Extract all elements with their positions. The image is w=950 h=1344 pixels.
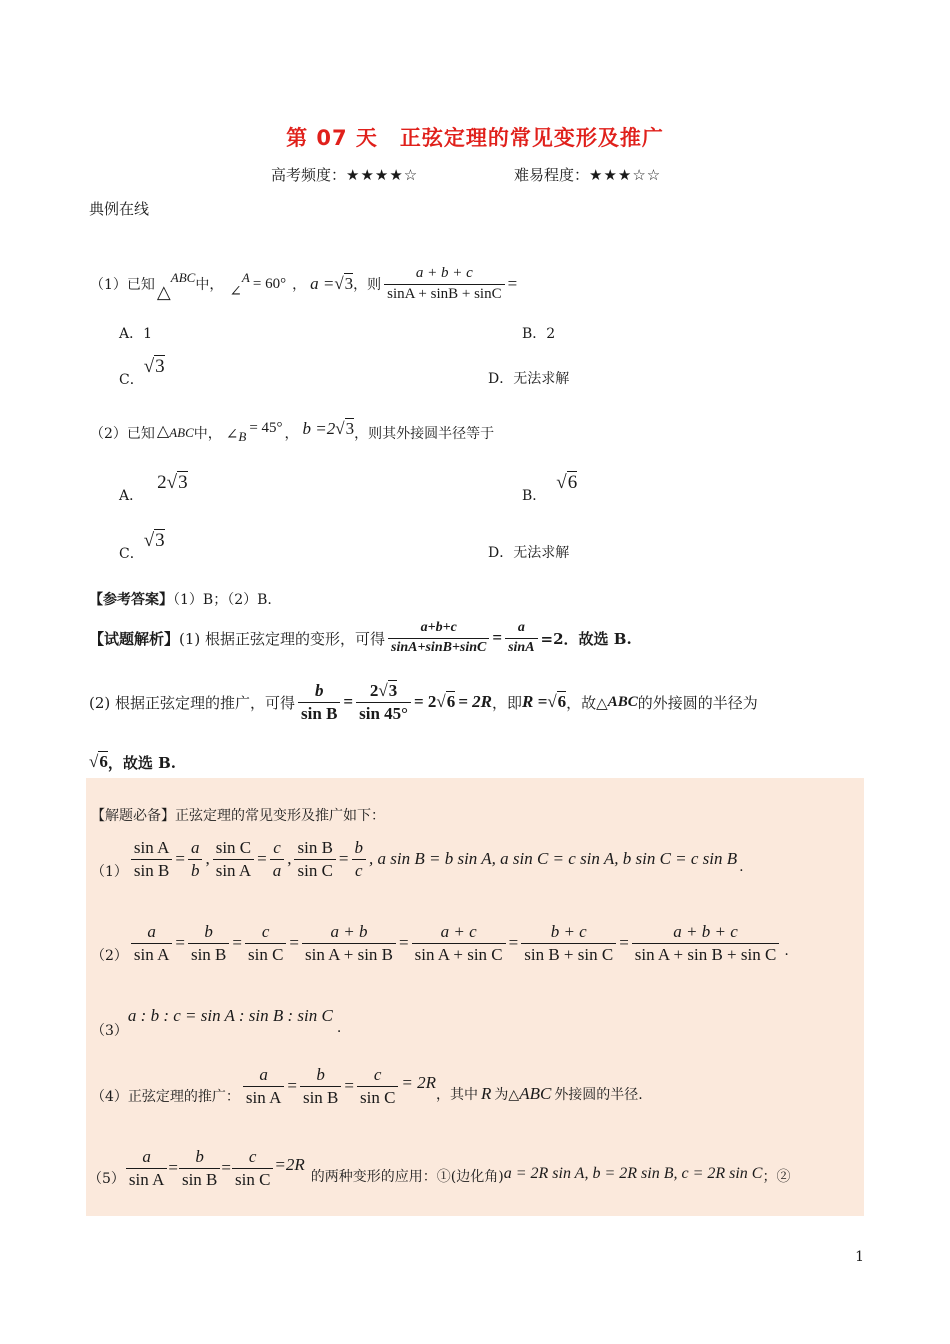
fraction: $\frac{a}{\text{sin A}}$	[126, 1148, 167, 1189]
analysis-paragraph-3: √6 ，故选 B.	[89, 752, 176, 772]
analysis-fraction-b: $\frac{b}{\text{sin B}}$	[298, 682, 340, 723]
sqrt-3: √3	[143, 356, 165, 377]
difficulty-stars: ★★★☆☆	[589, 166, 662, 184]
q2-option-c-label: C．	[119, 546, 144, 562]
triangle-name: ABC	[169, 425, 194, 440]
box-item-3: （3） a : b : c = sin A : sin B : sin C .	[91, 1006, 342, 1039]
difficulty-label: 难易程度：	[514, 166, 590, 184]
fraction: $\frac{b}{\text{sin B}}$	[179, 1148, 220, 1189]
q1-zhong: 中，	[195, 277, 224, 293]
q2-option-b-label: B．	[522, 488, 547, 504]
angle-value: = 60°	[252, 275, 287, 292]
box-header	[91, 805, 385, 825]
q1-number: （1）	[90, 277, 127, 293]
fraction: $\frac{b + c}{\text{sin B + sin C}}$	[521, 923, 616, 964]
q1-option-b: B．2	[522, 326, 556, 342]
question-2-stem: （2） 已知 △ ABC 中， ∠ B = 45° ， b =2 √3 ，则其外接圆半径等于	[90, 419, 495, 444]
triangle-name: ABC	[170, 270, 196, 285]
fraction: $\frac{b}{\text{sin B}}$	[188, 923, 229, 964]
fraction: $\frac{a}{\text{sin A}}$	[243, 1066, 284, 1107]
sqrt-6: √6	[89, 752, 108, 771]
fraction: $\frac{\text{sin A}}{\text{sin B}}$	[131, 839, 172, 880]
analysis-p2-text: (2) 根据正弦定理的推广，可得	[89, 693, 296, 712]
fraction: $\frac{b}{\text{sin B}}$	[300, 1066, 341, 1107]
fraction: $\frac{a}{\text{sin A}}$	[131, 923, 172, 964]
angle-symbol: ∠	[229, 282, 242, 300]
box-item-3-ratio: a : b : c = sin A : sin B : sin C	[127, 1006, 333, 1025]
sqrt-3: √3	[166, 472, 188, 493]
q2-option-a	[119, 472, 188, 504]
page-number: 1	[855, 1249, 864, 1265]
q2-option-c	[119, 530, 165, 562]
q2-b-equals: b =2	[302, 419, 336, 438]
sqrt-6: √6	[436, 692, 456, 711]
analysis-fraction-1: $\frac{a+b+c}{\sin A+\sin B+\sin C}$	[388, 621, 489, 655]
triangle-symbol: △	[156, 420, 170, 440]
analysis-p1-text: (1) 根据正弦定理的变形，可得	[179, 629, 386, 648]
fraction: $\frac{a + c}{\text{sin A + sin C}}$	[412, 923, 506, 964]
q2-option-b	[522, 472, 578, 504]
analysis-paragraph-1: 【试题解析】 (1) 根据正弦定理的变形，可得 $\frac{a+b+c}{\sin A+\sin B+\sin C}$ = $\frac{a}{\sin A}$ =2．故选 B.	[89, 619, 632, 655]
q1-option-c-label: C．	[119, 372, 144, 388]
section-label: 典例在线	[89, 200, 150, 218]
sqrt-3: √3	[143, 530, 165, 551]
q1-stem-text: 已知	[126, 277, 155, 293]
fraction: $\frac{c}{\text{sin C}}$	[232, 1148, 273, 1189]
box-item-1: （1） $\frac{\text{sin A}}{\text{sin B}}$ = $\frac{a}{b}$ , $\frac{\text{sin C}}{\text{sin A}}$ = $\frac{c}{a}$ , $\frac{\text{sin B}}{\text{sin C}}$ = $\frac{b}{c}$ , a sin B = b sin A, a sin C = c sin A, b sin C = c sin B .	[91, 837, 744, 880]
box-item-5: （5） $\frac{a}{\text{sin A}}$ = $\frac{b}{\text{sin B}}$ = $\frac{c}{\text{sin C}}$ =2R 的两种变形的应用：①(边化角) a = 2R sin A, b = 2R sin B, c = 2R sin C ；②	[88, 1146, 791, 1189]
box-item-1-identities: , a sin B = b sin A, a sin C = c sin A, b sin C = c sin B	[369, 849, 738, 868]
q1-option-a: A．1	[119, 326, 153, 342]
question-1-stem: （1） 已知 △ ABC 中， ∠ A = 60° ， a = √3 ，则 $\frac{a + b + c}{\sin A + \sin B + \sin C}$ =	[90, 264, 518, 303]
angle-variable: B	[238, 429, 247, 444]
q1-fraction-denominator: sinA + sinB + sinC	[384, 284, 504, 303]
q2-stem-text: 已知	[126, 426, 155, 442]
fraction: $\frac{b}{c}$	[352, 839, 367, 880]
q2-option-d: D．无法求解	[488, 545, 570, 561]
page-title: 第 07 天 正弦定理的常见变形及推广	[286, 126, 664, 150]
fraction: $\frac{\text{sin B}}{\text{sin C}}$	[294, 839, 335, 880]
q2-option-a-label: A．	[119, 488, 144, 504]
q1-fraction-numerator: a + b + c	[415, 264, 473, 281]
answer-text: （1）B；（2）B.	[173, 592, 272, 608]
fraction: $\frac{c}{\text{sin C}}$	[357, 1066, 398, 1107]
analysis-fraction-2: $\frac{a}{\sin A}$	[505, 621, 537, 655]
fraction: $\frac{a + b}{\text{sin A + sin B}}$	[302, 923, 396, 964]
q1-then: ，则	[353, 277, 382, 293]
box-item-5-expression: a = 2R sin A, b = 2R sin B, c = 2R sin C	[503, 1165, 763, 1182]
triangle-symbol: △	[156, 281, 171, 303]
q2-number: （2）	[90, 426, 127, 442]
box-header-text: 正弦定理的常见变形及推广如下：	[175, 808, 385, 824]
reference-answer	[89, 589, 272, 609]
box-item-4: （4） 正弦定理的推广： $\frac{a}{\text{sin A}}$ = $\frac{b}{\text{sin B}}$ = $\frac{c}{\text{sin C}}$ = 2R ，其中 R 为△ ABC 外接圆的半径.	[91, 1064, 643, 1107]
box-header-label: 【解题必备】	[91, 808, 175, 824]
box-item-2: （2） $\frac{a}{\text{sin A}}$ = $\frac{b}{\text{sin B}}$ = $\frac{c}{\text{sin C}}$ = $\frac{a + b}{\text{sin A + sin B}}$ = $\frac{a + c}{\text{sin A + sin C}}$ = $\frac{b + c}{\text{sin B + sin C}}$ = $\frac{a + b + c}{\text{sin A + sin B + sin C}}$ .	[91, 921, 789, 964]
q1-a-equals: a =	[310, 274, 335, 293]
fraction: $\frac{\text{sin C}}{\text{sin A}}$	[213, 839, 254, 880]
angle-value: = 45°	[249, 419, 283, 436]
q2-option-a-coefficient: 2	[157, 472, 167, 493]
fraction: $\frac{c}{a}$	[270, 839, 285, 880]
q2-zhong: 中，	[193, 426, 222, 442]
angle-symbol: ∠	[225, 425, 239, 443]
sqrt-3: √3	[334, 274, 354, 293]
angle-variable: A	[241, 270, 250, 285]
fraction: $\frac{a + b + c}{\text{sin A + sin B + sin C}}$	[632, 923, 780, 964]
analysis-paragraph-2: (2) 根据正弦定理的推广，可得 $\frac{b}{\text{sin B}}$ = $\frac{2√3}{\sin 45^\circ}$ = 2 √6 = 2R ，即 R = √6 ，故△ ABC 的外接圆的半径为	[89, 680, 758, 723]
sqrt-6: √6	[556, 472, 578, 493]
q1-equals: =	[507, 274, 518, 293]
frequency-rating	[271, 164, 418, 185]
q2-stem-tail: ，则其外接圆半径等于	[354, 426, 495, 442]
frequency-label: 高考频度：	[271, 166, 347, 184]
q1-fraction	[384, 266, 504, 303]
fraction: $\frac{c}{\text{sin C}}$	[245, 923, 286, 964]
difficulty-rating	[514, 164, 661, 185]
sqrt-6: √6	[547, 692, 567, 711]
fraction: $\frac{a}{b}$	[188, 839, 203, 880]
answer-label: 【参考答案】	[89, 592, 173, 608]
frequency-stars: ★★★★☆	[346, 166, 419, 184]
analysis-label: 【试题解析】	[89, 629, 180, 648]
q1-option-d: D．无法求解	[488, 371, 570, 387]
q1-option-c	[119, 356, 165, 388]
sqrt-3: √3	[335, 419, 355, 438]
analysis-fraction-2sqrt3: $\frac{2√3}{\sin 45^\circ}$	[356, 682, 411, 723]
